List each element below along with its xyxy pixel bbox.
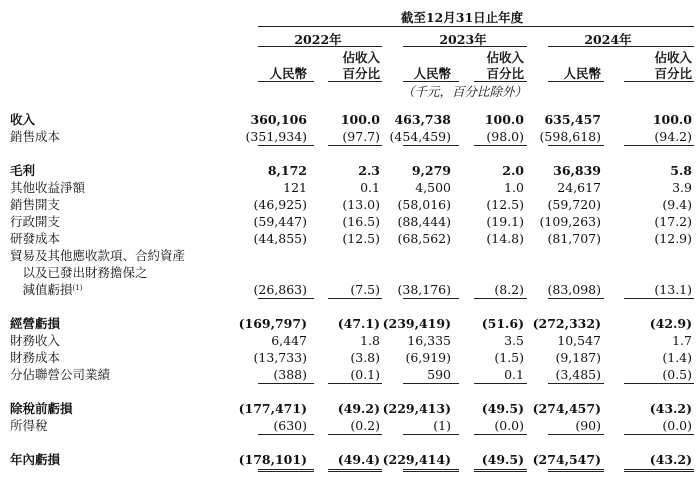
cell-rmb-2022: (351,934) [245,129,307,144]
cell-pct-2023: (98.0) [486,129,524,144]
double-rule [403,469,459,472]
subtotal-rule [624,145,694,146]
cell-rmb-2023: (58,016) [397,197,451,212]
row-label: 減值虧損$^{(1)}$ [10,282,83,297]
row-label: 分佔聯營公司業績 [10,367,111,382]
period-rule [258,26,694,27]
cell-pct-2022: 0.1 [360,180,380,195]
cell-pct-2022: 100.0 [340,112,380,127]
cell-rmb-2024: (598,618) [539,129,601,144]
unit-note: （千元，百分比除外） [402,84,528,99]
cell-rmb-2022: (13,733) [253,350,307,365]
cell-rmb-2023: 463,738 [394,112,451,127]
cell-rmb-2023: 16,335 [407,333,451,348]
row-label: 其他收益淨額 [10,180,86,195]
cell-rmb-2024: (83,098) [547,282,601,297]
cell-rmb-2022: 360,106 [250,112,307,127]
table-row [0,230,700,248]
cell-pct-2024: (13.1) [654,282,692,297]
cell-pct-2023: 100.0 [484,112,524,127]
cell-pct-2022: (3.8) [350,350,380,365]
cell-rmb-2022: 8,172 [267,163,307,178]
row-label: 年內虧損 [10,452,61,467]
pct-bottom-2024: 百分比 [654,66,692,81]
cell-pct-2024: 3.9 [672,180,692,195]
cell-pct-2022: (0.2) [350,418,380,433]
cell-pct-2024: (42.9) [649,316,692,331]
subtotal-rule [328,145,382,146]
cell-pct-2022: (97.7) [342,129,380,144]
row-label: 銷售成本 [10,129,61,144]
cell-pct-2023: (1.5) [494,350,524,365]
cell-pct-2024: (0.0) [662,418,692,433]
cell-pct-2022: (0.1) [350,367,380,382]
table-row [0,128,700,146]
table-row [0,315,700,333]
table-row [0,179,700,197]
cell-rmb-2024: 36,839 [553,163,601,178]
cell-rmb-2024: (59,720) [547,197,601,212]
subtotal-rule [328,383,382,384]
subtotal-rule [624,383,694,384]
cell-rmb-2022: 121 [283,180,307,195]
row-label: 除稅前虧損 [10,401,73,416]
cell-pct-2023: (0.0) [494,418,524,433]
period-header: 截至12月31日止年度 [400,10,524,25]
cell-pct-2022: (13.0) [342,197,380,212]
cell-pct-2024: 1.7 [672,333,692,348]
double-rule [474,469,527,472]
cell-pct-2022: (49.4) [337,452,380,467]
row-label: 經營虧損 [10,316,61,331]
double-rule [548,469,604,472]
cell-rmb-2024: (274,457) [532,401,601,416]
footnote-marker: (1) [72,284,83,292]
cell-pct-2023: (49.5) [481,401,524,416]
row-label: 收入 [10,112,36,127]
row-label: 毛利 [10,163,36,178]
subtotal-rule [403,298,459,299]
cell-pct-2024: (9.4) [662,197,692,212]
cell-rmb-2022: (630) [273,418,307,433]
cell-pct-2022: (49.2) [337,401,380,416]
cell-pct-2022: (16.5) [342,214,380,229]
pct-rule-2022 [328,81,382,82]
cell-pct-2024: 5.8 [670,163,692,178]
table-row [0,264,700,282]
row-label: 行政開支 [10,214,61,229]
cell-rmb-2024: (9,187) [555,350,601,365]
subtotal-rule [548,383,604,384]
subtotal-rule [258,434,314,435]
cell-rmb-2022: (26,863) [253,282,307,297]
subtotal-rule [548,434,604,435]
currency-header-2023: 人民幣 [413,66,451,81]
cell-pct-2024: (43.2) [649,401,692,416]
cell-pct-2024: 100.0 [652,112,692,127]
row-label: 以及已發出財務擔保之 [10,265,148,280]
subtotal-rule [403,383,459,384]
currency-rule-2022 [258,81,314,82]
cell-pct-2023: (8.2) [494,282,524,297]
cell-pct-2024: (43.2) [649,452,692,467]
cell-rmb-2023: (239,419) [382,316,451,331]
cell-rmb-2024: 24,617 [557,180,601,195]
subtotal-rule [258,298,314,299]
pct-top-2023: 佔收入 [486,50,524,65]
cell-rmb-2023: (38,176) [397,282,451,297]
cell-pct-2022: (12.5) [342,231,380,246]
cell-rmb-2023: (88,444) [397,214,451,229]
pct-bottom-2023: 百分比 [486,66,524,81]
cell-rmb-2024: (81,707) [547,231,601,246]
cell-rmb-2023: (68,562) [397,231,451,246]
year-2023-rule [403,46,527,47]
cell-rmb-2024: (272,332) [532,316,601,331]
table-row [0,366,700,384]
cell-rmb-2022: 6,447 [271,333,307,348]
cell-pct-2024: (0.5) [662,367,692,382]
row-label: 研發成本 [10,231,61,246]
cell-pct-2022: (7.5) [350,282,380,297]
cell-rmb-2023: (6,919) [405,350,451,365]
cell-rmb-2022: (388) [273,367,307,382]
cell-rmb-2024: (109,263) [539,214,601,229]
cell-rmb-2023: 590 [427,367,451,382]
pct-bottom-2022: 百分比 [342,66,380,81]
cell-rmb-2022: (169,797) [238,316,307,331]
table-row [0,162,700,180]
cell-pct-2023: 0.1 [504,367,524,382]
currency-header-2024: 人民幣 [563,66,601,81]
year-2024-header: 2024年 [584,32,632,47]
subtotal-rule [403,434,459,435]
currency-header-2022: 人民幣 [269,66,307,81]
table-row [0,451,700,469]
subtotal-rule [328,434,382,435]
table-row [0,400,700,418]
cell-rmb-2022: (177,471) [238,401,307,416]
table-row [0,349,700,367]
year-2024-rule [548,46,694,47]
year-2023-header: 2023年 [439,32,487,47]
cell-rmb-2024: (90) [575,418,601,433]
year-2022-rule [258,46,382,47]
subtotal-rule [258,145,314,146]
table-row [0,213,700,231]
subtotal-rule [328,298,382,299]
cell-rmb-2023: 4,500 [415,180,451,195]
cell-rmb-2023: (454,459) [389,129,451,144]
cell-pct-2024: (1.4) [662,350,692,365]
cell-pct-2022: 1.8 [360,333,380,348]
cell-rmb-2022: (46,925) [253,197,307,212]
double-rule [258,469,314,472]
cell-pct-2024: (17.2) [654,214,692,229]
subtotal-rule [474,434,527,435]
cell-rmb-2024: (274,547) [532,452,601,467]
cell-pct-2023: (14.8) [486,231,524,246]
cell-pct-2023: 1.0 [504,180,524,195]
double-rule [624,469,694,472]
cell-pct-2022: 2.3 [358,163,380,178]
row-label: 所得稅 [10,418,48,433]
table-row [0,417,700,435]
cell-pct-2022: (47.1) [337,316,380,331]
currency-rule-2024 [548,81,604,82]
subtotal-rule [624,298,694,299]
cell-pct-2023: (49.5) [481,452,524,467]
table-row [0,196,700,214]
subtotal-rule [474,383,527,384]
subtotal-rule [474,298,527,299]
row-label: 財務收入 [10,333,61,348]
subtotal-rule [548,145,604,146]
cell-pct-2023: 2.0 [502,163,524,178]
subtotal-rule [403,145,459,146]
cell-pct-2023: 3.5 [504,333,524,348]
table-row [0,281,700,299]
cell-rmb-2022: (178,101) [238,452,307,467]
row-label: 財務成本 [10,350,61,365]
cell-rmb-2024: 635,457 [544,112,601,127]
cell-pct-2023: (12.5) [486,197,524,212]
double-rule [328,469,382,472]
table-row [0,332,700,350]
year-2022-header: 2022年 [294,32,342,47]
subtotal-rule [474,145,527,146]
cell-rmb-2023: (1) [433,418,451,433]
cell-pct-2024: (94.2) [654,129,692,144]
subtotal-rule [548,298,604,299]
cell-pct-2023: (19.1) [486,214,524,229]
cell-rmb-2022: (44,855) [253,231,307,246]
cell-pct-2024: (12.9) [654,231,692,246]
subtotal-rule [624,434,694,435]
pct-top-2024: 佔收入 [654,50,692,65]
subtotal-rule [258,383,314,384]
table-row [0,247,700,265]
cell-rmb-2023: 9,279 [411,163,451,178]
cell-rmb-2024: 10,547 [557,333,601,348]
cell-rmb-2024: (3,485) [555,367,601,382]
row-label: 銷售開支 [10,197,61,212]
cell-rmb-2023: (229,413) [382,401,451,416]
cell-rmb-2023: (229,414) [382,452,451,467]
row-label: 貿易及其他應收款項、合約資產 [10,248,186,263]
cell-pct-2023: (51.6) [481,316,524,331]
cell-rmb-2022: (59,447) [253,214,307,229]
table-row [0,111,700,129]
pct-rule-2024 [624,81,694,82]
pct-top-2022: 佔收入 [342,50,380,65]
